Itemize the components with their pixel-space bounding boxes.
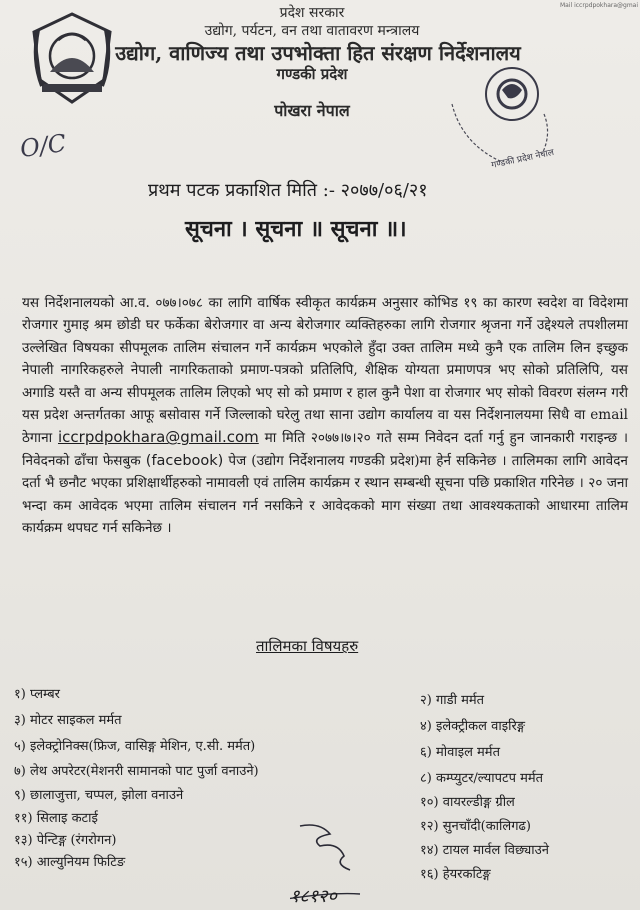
subjects-title: तालिमका विषयहरु xyxy=(256,637,359,655)
footer-handwriting: १८१२० xyxy=(290,886,337,907)
subject-item: १६) हेयरकटिङ्ग xyxy=(420,867,491,882)
body-text-part3: पेज (उद्योग निर्देशनालय गण्डकी प्रदेश)मा हेर्न सकिनेछ । तालिमका लागि आवेदन दर्ता भै छनौट भएका प्रशिक्षार्थीहरुको नामावली एवं तालिम कार्यक्रम र स्थान सम्बन्धी सूचना पछि प्रकाशित गरिनेछ । २० जना भन्दा कम आवेदक भएमा तालिम संचालन गर्न नसकिने र आवेदकको माग संख्या तथा आवश्यकताको आधारमा तालिम कार्यक्रम थपघट गर्न सकिनेछ । xyxy=(22,452,628,537)
notice-body xyxy=(22,292,628,539)
facebook-label: (facebook) xyxy=(145,452,224,469)
subject-item: ७) लेथ अपरेटर(मेशनरी सामानको पाट पुर्जा वनाउने) xyxy=(14,764,259,779)
header-ministry: उद्योग, पर्यटन, वन तथा वातावरण मन्त्रालय xyxy=(204,23,420,39)
subject-item: १५) आल्युनियम फिटिङ xyxy=(14,855,126,870)
subject-item: १३) पेन्टिङ्ग (रंगरोगन) xyxy=(14,833,117,848)
subject-item: ६) मोवाइल मर्मत xyxy=(420,745,500,760)
subject-item: १०) वायरल्डीङ्ग ग्रील xyxy=(420,795,515,810)
subject-item: ९) छालाजुत्ता, चप्पल, झोला वनाउने xyxy=(14,788,184,803)
subject-item: १२) सुनचाँदी(कालिगढ) xyxy=(420,819,531,834)
subject-item: ११) सिलाइ कटाई xyxy=(14,811,98,826)
body-text-part2: मा मिति २०७७।७।२० गते सम्म निवेदन दर्ता गर्नु हुन जानकारी गराइन्छ । निवेदनको ढाँचा फेसबुक xyxy=(22,430,628,469)
header-directorate: उद्योग, वाणिज्य तथा उपभोक्ता हित संरक्षण निर्देशनालय xyxy=(115,41,521,65)
subject-item: २) गाडी मर्मत xyxy=(420,693,485,708)
subject-item: ३) मोटर साइकल मर्मत xyxy=(14,713,122,728)
header-city: पोखरा नेपाल xyxy=(274,101,350,120)
corner-email-fragment: Mail iccrpdpokhara@gmai xyxy=(560,2,639,9)
email-address: iccrpdpokhara@gmail.com xyxy=(57,428,259,447)
seal-text: गण्डकी प्रदेश नेपाल xyxy=(490,147,555,171)
header-province: गण्डकी प्रदेश xyxy=(276,65,348,83)
subject-item: १) प्लम्बर xyxy=(14,687,60,702)
handwritten-note: O/C xyxy=(18,128,68,164)
header-province-government: प्रदेश सरकार xyxy=(279,5,345,21)
subject-item: १४) टायल मार्वल विछ्याउने xyxy=(420,843,550,858)
publication-date: प्रथम पटक प्रकाशित मिति :- २०७७/०६/२१ xyxy=(148,180,428,201)
subject-item: ८) कम्प्युटर/ल्यापटप मर्मत xyxy=(420,771,544,786)
notice-title: सूचना । सूचना ॥ सूचना ॥। xyxy=(185,216,407,242)
office-seal-icon xyxy=(432,64,572,174)
subject-item: ५) इलेक्ट्रोनिक्स(फ्रिज, वासिङ्ग मेशिन, ए.सी. मर्मत) xyxy=(14,739,256,754)
body-text-part1: यस निर्देशनालयको आ.व. ०७७।०७८ का लागि वार्षिक स्वीकृत कार्यक्रम अनुसार कोभिड १९ का कारण स्वदेश वा विदेशमा रोजगार गुमाइ श्रम छोडी घर फर्केका बेरोजगार वा अन्य बेरोजगार व्यक्तिहरुका लागि रोजगार श्रृजना गर्ने उद्देश्यले तपशीलमा उल्लेखित विषयका सीपमूलक तालिम संचालन गर्ने कार्यक्रम भएकोले हुँदा उक्त तालिम मध्ये कुनै एक तालिम लिन इच्छुक नेपाली नागरिकहरुले नेपाली नागरिकताको प्रमाण-पत्रको प्रतिलिपि, शैक्षिक योग्यता प्रमाणपत्र भए सोको प्रतिलिपि, यस अगाडि यस्तै वा अन्य सीपमूलक तालिम लिएको भए सो को प्रमाण र हाल कुनै पेशा वा रोजगार भए सोको विवरण संलग्न गरी यस प्रदेश अन्तर्गतका आफू बसोवास गर्ने जिल्लाको घरेलु तथा साना उद्योग कार्यालय वा यस निर्देशनालयमा सिधै वा email ठेगाना xyxy=(22,295,628,447)
subject-item: ४) इलेक्ट्रीकल वाइरिङ्ग xyxy=(420,719,525,734)
